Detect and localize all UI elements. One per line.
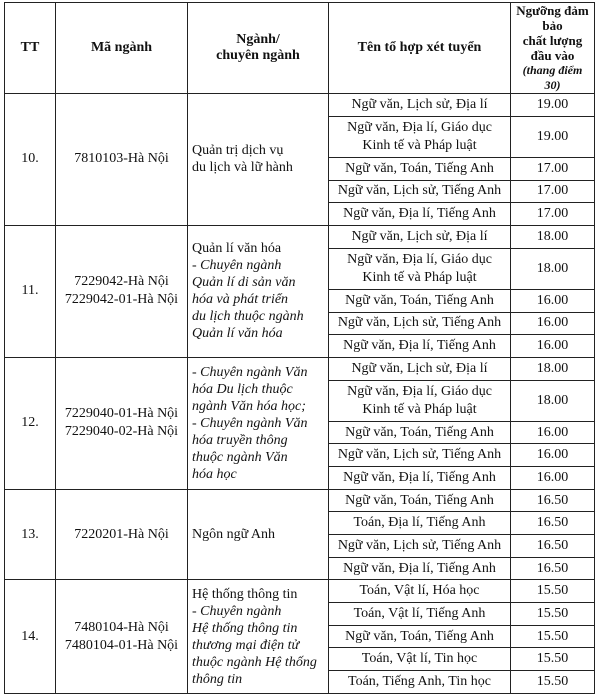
threshold-score: 15.50 [511,625,595,648]
subject-combination-line: Ngữ văn, Lịch sử, Tiếng Anh [337,447,502,463]
subject-combination-line: Toán, Vật lí, Hóa học [359,583,480,599]
header-row [5,3,595,94]
major-name-cell [188,94,329,226]
subject-combination-line: Ngữ văn, Địa lí, Tiếng Anh [343,469,496,485]
header-major-line2: chuyên ngành [216,48,300,63]
specialization-name: ngành Văn hóa học; [192,398,306,414]
header-code: Mã ngành [56,3,188,94]
subject-combination [329,489,511,512]
major-name-cell [188,357,329,489]
subject-combination-line: Ngữ văn, Địa lí, Tiếng Anh [343,338,496,353]
subject-combination-line: Ngữ văn, Toán, Tiếng Anh [345,492,494,508]
subject-combination [329,648,511,671]
threshold-score: 16.00 [511,312,595,335]
major-code: 7480104-Hà Nội [74,619,169,635]
specialization-name: hóa và phát triển [192,292,289,308]
subject-combination [329,157,511,180]
major-code-cell [56,225,188,357]
subject-combination-line: Toán, Vật lí, Tiếng Anh [353,605,486,621]
threshold-score: 16.00 [511,444,595,467]
major-name: Ngôn ngữ Anh [192,527,276,543]
header-score [511,3,595,94]
subject-combination [329,421,511,444]
major-name: Quản trị dịch vụ [192,143,284,159]
specialization-name: Quản lí văn hóa [192,326,283,342]
subject-combination-line: Ngữ văn, Toán, Tiếng Anh [345,292,494,308]
threshold-score: 19.00 [511,116,595,157]
major-code: 7810103-Hà Nội [74,151,169,167]
major-code-cell [56,94,188,226]
threshold-score: 17.00 [511,203,595,226]
subject-combination [329,557,511,580]
threshold-score: 15.50 [511,580,595,603]
major-code-cell [56,489,188,580]
subject-combination [329,535,511,558]
subject-combination [329,671,511,694]
subject-combination [329,625,511,648]
subject-combination-line: Toán, Vật lí, Tin học [361,651,478,667]
major-code: 7229042-Hà Nội [74,274,169,290]
header-score-note: (thang điểm 30) [522,63,583,92]
specialization-name: Quản lí di sản văn [192,275,296,291]
subject-combination [329,467,511,490]
table-row [5,357,595,380]
subject-combination-line: Kinh tế và Pháp luật [362,137,477,153]
major-name-cell [188,580,329,694]
subject-combination-line: Toán, Tiếng Anh, Tin học [348,674,491,690]
subject-combination-line: Toán, Địa lí, Tiếng Anh [353,515,486,531]
subject-combination [329,180,511,203]
major-name-cell [188,489,329,580]
threshold-score: 16.50 [511,489,595,512]
specialization-name: thuộc ngành Văn [192,449,288,465]
threshold-score: 17.00 [511,157,595,180]
subject-combination [329,94,511,117]
threshold-score: 18.00 [511,225,595,248]
subject-combination [329,603,511,626]
specialization-name: Hệ thống thông tin [192,620,298,636]
threshold-score: 15.50 [511,671,595,694]
subject-combination-line: Ngữ văn, Lịch sử, Tiếng Anh [337,315,502,331]
group-number: 11. [5,225,56,357]
subject-combination-line: Ngữ văn, Địa lí, Tiếng Anh [343,206,496,222]
specialization-name: hóa truyền thông [192,432,288,448]
threshold-score: 15.50 [511,603,595,626]
subject-combination-line: Ngữ văn, Địa lí, Giáo dục [347,119,492,135]
subject-combination-line: Ngữ văn, Toán, Tiếng Anh [345,424,494,440]
table-row [5,94,595,117]
specialization-name: - Chuyên ngành [192,258,282,274]
header-combo: Tên tổ hợp xét tuyển [329,3,511,94]
specialization-name: thông tin [192,671,243,687]
table-body [5,94,595,694]
specialization-name: hóa Du lịch thuộc [192,381,293,397]
major-code: 7229040-01-Hà Nội [64,406,179,422]
subject-combination [329,335,511,358]
threshold-score: 16.00 [511,467,595,490]
subject-combination-line: Kinh tế và Pháp luật [362,401,477,417]
subject-combination-line: Ngữ văn, Địa lí, Giáo dục [347,251,492,267]
subject-combination [329,203,511,226]
subject-combination-line: Ngữ văn, Lịch sử, Tiếng Anh [337,183,502,199]
group-number: 10. [5,94,56,226]
group-number: 12. [5,357,56,489]
specialization-name: du lịch thuộc ngành [192,309,304,325]
subject-combination-line: Ngữ văn, Lịch sử, Địa lí [351,96,488,112]
specialization-name: thương mại điện tử [192,637,300,653]
subject-combination [329,289,511,312]
subject-combination [329,380,511,421]
subject-combination [329,357,511,380]
threshold-score: 17.00 [511,180,595,203]
major-code-cell [56,580,188,694]
subject-combination [329,580,511,603]
table-row [5,489,595,512]
major-code-cell [56,357,188,489]
threshold-score: 18.00 [511,380,595,421]
threshold-score: 18.00 [511,357,595,380]
subject-combination-line: Ngữ văn, Lịch sử, Địa lí [351,228,488,244]
group-number: 14. [5,580,56,694]
threshold-score: 16.50 [511,535,595,558]
subject-combination-line: Ngữ văn, Lịch sử, Địa lí [351,360,488,376]
major-code: 7480104-01-Hà Nội [64,637,179,653]
header-major-line1: Ngành/ [236,32,280,47]
admission-threshold-table [4,2,595,694]
subject-combination [329,116,511,157]
subject-combination [329,225,511,248]
specialization-name: thuộc ngành Hệ thống [192,654,317,670]
major-name: du lịch và lữ hành [192,160,293,176]
major-name: Hệ thống thông tin [192,586,298,602]
threshold-score: 18.00 [511,248,595,289]
header-tt: TT [5,3,56,94]
threshold-score: 19.00 [511,94,595,117]
specialization-name: - Chuyên ngành [192,603,282,619]
subject-combination [329,248,511,289]
table-row [5,580,595,603]
threshold-score: 15.50 [511,648,595,671]
header-score-line1: Ngưỡng đảm bảo [516,3,589,33]
specialization-name: - Chuyên ngành Văn [192,415,308,431]
table-row [5,225,595,248]
subject-combination-line: Ngữ văn, Lịch sử, Tiếng Anh [337,537,502,553]
header-score-line2: chất lượng [522,33,583,48]
group-number: 13. [5,489,56,580]
major-code: 7229042-01-Hà Nội [64,292,179,308]
specialization-name: - Chuyên ngành Văn [192,364,308,380]
threshold-score: 16.00 [511,421,595,444]
specialization-name: hóa học [192,466,237,482]
header-major [188,3,329,94]
subject-combination-line: Kinh tế và Pháp luật [362,269,477,285]
threshold-score: 16.50 [511,512,595,535]
header-score-line3: đầu vào [530,48,575,63]
threshold-score: 16.50 [511,557,595,580]
major-code: 7229040-02-Hà Nội [64,424,179,440]
subject-combination-line: Ngữ văn, Địa lí, Tiếng Anh [343,560,496,576]
major-code: 7220201-Hà Nội [74,526,169,542]
subject-combination [329,512,511,535]
subject-combination-line: Ngữ văn, Toán, Tiếng Anh [345,628,494,644]
subject-combination [329,444,511,467]
threshold-score: 16.00 [511,335,595,358]
subject-combination-line: Ngữ văn, Toán, Tiếng Anh [345,160,494,176]
threshold-score: 16.00 [511,289,595,312]
major-name-cell [188,225,329,357]
subject-combination-line: Ngữ văn, Địa lí, Giáo dục [347,383,492,399]
subject-combination [329,312,511,335]
major-name: Quản lí văn hóa [192,241,282,257]
